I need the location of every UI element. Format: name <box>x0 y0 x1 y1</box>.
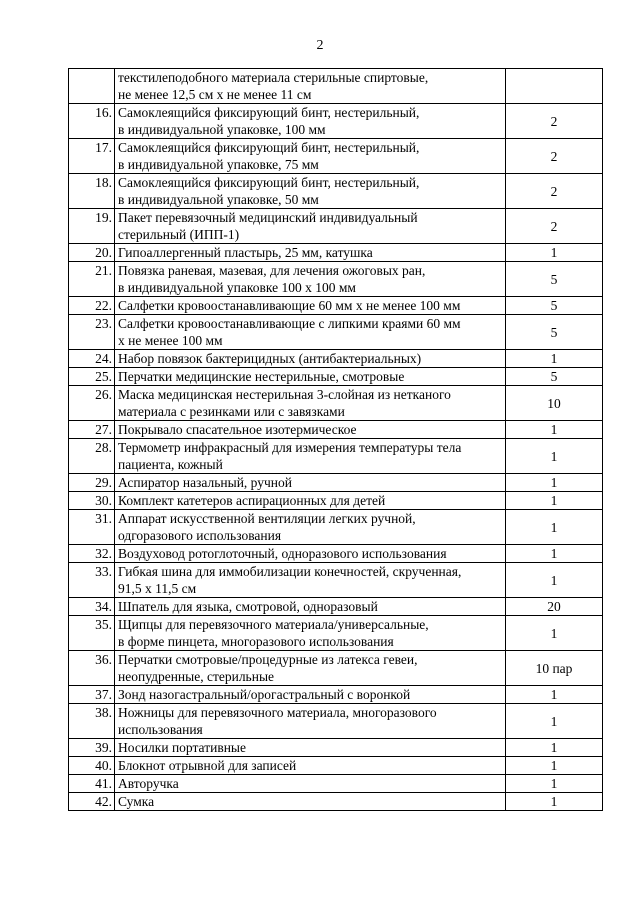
row-number: 32. <box>69 545 115 563</box>
row-number: 17. <box>69 139 115 174</box>
item-name <box>115 104 506 139</box>
item-name-line: в индивидуальной упаковке, 100 мм <box>118 122 326 137</box>
row-number: 22. <box>69 297 115 315</box>
item-name <box>115 651 506 686</box>
item-quantity: 1 <box>506 793 603 811</box>
table-row <box>69 262 603 297</box>
item-name-line: Аспиратор назальный, ручной <box>118 475 292 490</box>
row-number: 29. <box>69 474 115 492</box>
item-quantity: 2 <box>506 209 603 244</box>
item-quantity: 5 <box>506 297 603 315</box>
item-name-line: Покрывало спасательное изотермическое <box>118 422 357 437</box>
item-quantity: 1 <box>506 686 603 704</box>
item-quantity: 1 <box>506 704 603 739</box>
row-number <box>69 69 115 104</box>
item-name-line: Перчатки смотровые/процедурные из латекса гевеи, <box>118 652 418 667</box>
table-row <box>69 474 603 492</box>
item-name-line: в форме пинцета, многоразового использования <box>118 634 394 649</box>
item-name <box>115 262 506 297</box>
item-name-line: Воздуховод ротоглоточный, одноразового использования <box>118 546 447 561</box>
item-name <box>115 775 506 793</box>
item-name <box>115 69 506 104</box>
item-name <box>115 492 506 510</box>
item-name <box>115 686 506 704</box>
item-quantity: 1 <box>506 350 603 368</box>
row-number: 40. <box>69 757 115 775</box>
item-quantity: 1 <box>506 616 603 651</box>
item-name-line: Маска медицинская нестерильная 3-слойная из нетканого <box>118 387 451 402</box>
row-number: 34. <box>69 598 115 616</box>
equipment-table <box>68 68 603 811</box>
table-row <box>69 244 603 262</box>
item-name-line: Шпатель для языка, смотровой, одноразовый <box>118 599 378 614</box>
row-number: 23. <box>69 315 115 350</box>
item-name-line: неопудренные, стерильные <box>118 669 275 684</box>
table-row <box>69 563 603 598</box>
item-name-line: Самоклеящийся фиксирующий бинт, нестерильный, <box>118 175 420 190</box>
item-name-line: Щипцы для перевязочного материала/универсальные, <box>118 617 429 632</box>
table-row <box>69 492 603 510</box>
item-quantity <box>506 69 603 104</box>
item-name-line: пациента, кожный <box>118 457 223 472</box>
row-number: 19. <box>69 209 115 244</box>
item-name <box>115 439 506 474</box>
row-number: 24. <box>69 350 115 368</box>
item-quantity: 20 <box>506 598 603 616</box>
item-name-line: Набор повязок бактерицидных (антибактериальных) <box>118 351 422 366</box>
row-number: 27. <box>69 421 115 439</box>
table-row <box>69 775 603 793</box>
item-name <box>115 315 506 350</box>
table-row <box>69 651 603 686</box>
table-row <box>69 793 603 811</box>
item-name <box>115 297 506 315</box>
item-name-line: материала с резинками или с завязками <box>118 404 345 419</box>
item-name <box>115 510 506 545</box>
item-quantity: 1 <box>506 474 603 492</box>
table-row <box>69 368 603 386</box>
item-name <box>115 386 506 421</box>
table-row <box>69 545 603 563</box>
item-quantity: 1 <box>506 775 603 793</box>
item-quantity: 1 <box>506 492 603 510</box>
item-name <box>115 563 506 598</box>
table-row <box>69 739 603 757</box>
row-number: 35. <box>69 616 115 651</box>
row-number: 26. <box>69 386 115 421</box>
table-row <box>69 350 603 368</box>
item-quantity: 1 <box>506 757 603 775</box>
table-row <box>69 510 603 545</box>
table-row <box>69 297 603 315</box>
table-row <box>69 315 603 350</box>
item-quantity: 1 <box>506 563 603 598</box>
item-name <box>115 350 506 368</box>
item-name-line: текстилеподобного материала стерильные спиртовые, <box>118 70 429 85</box>
item-name <box>115 598 506 616</box>
table-row <box>69 439 603 474</box>
row-number: 30. <box>69 492 115 510</box>
item-name <box>115 704 506 739</box>
item-name <box>115 545 506 563</box>
table-row <box>69 598 603 616</box>
item-name <box>115 174 506 209</box>
item-name-line: Комплект катетеров аспирационных для детей <box>118 493 386 508</box>
item-quantity: 5 <box>506 315 603 350</box>
row-number: 36. <box>69 651 115 686</box>
item-name-line: Повязка раневая, мазевая, для лечения ожоговых ран, <box>118 263 426 278</box>
item-quantity: 2 <box>506 139 603 174</box>
row-number: 18. <box>69 174 115 209</box>
table-row <box>69 616 603 651</box>
item-quantity: 2 <box>506 104 603 139</box>
table-row <box>69 686 603 704</box>
item-name-line: Салфетки кровоостанавливающие 60 мм х не менее 100 мм <box>118 298 461 313</box>
item-quantity: 10 пар <box>506 651 603 686</box>
item-name-line: использования <box>118 722 203 737</box>
item-name <box>115 739 506 757</box>
row-number: 37. <box>69 686 115 704</box>
item-quantity: 1 <box>506 244 603 262</box>
item-quantity: 10 <box>506 386 603 421</box>
row-number: 28. <box>69 439 115 474</box>
page-number: 2 <box>316 38 324 53</box>
row-number: 42. <box>69 793 115 811</box>
item-name-line: Зонд назогастральный/орогастральный с воронкой <box>118 687 411 702</box>
item-quantity: 1 <box>506 739 603 757</box>
item-quantity: 5 <box>506 368 603 386</box>
row-number: 20. <box>69 244 115 262</box>
item-name-line: не менее 12,5 см х не менее 11 см <box>118 87 312 102</box>
item-quantity: 1 <box>506 421 603 439</box>
table-row <box>69 757 603 775</box>
table-body <box>69 69 603 811</box>
row-number: 16. <box>69 104 115 139</box>
item-name-line: Термометр инфракрасный для измерения температуры тела <box>118 440 462 455</box>
table-row <box>69 139 603 174</box>
item-name-line: Аппарат искусственной вентиляции легких ручной, <box>118 511 416 526</box>
row-number: 38. <box>69 704 115 739</box>
item-name <box>115 368 506 386</box>
table-row <box>69 421 603 439</box>
item-name <box>115 421 506 439</box>
item-name <box>115 139 506 174</box>
item-name-line: Сумка <box>118 794 155 809</box>
item-name-line: Салфетки кровоостанавливающие с липкими краями 60 мм <box>118 316 461 331</box>
item-name-line: Перчатки медицинские нестерильные, смотровые <box>118 369 405 384</box>
table-row <box>69 104 603 139</box>
item-quantity: 1 <box>506 545 603 563</box>
item-name-line: х не менее 100 мм <box>118 333 223 348</box>
item-name <box>115 616 506 651</box>
row-number: 41. <box>69 775 115 793</box>
item-name <box>115 474 506 492</box>
table-row <box>69 209 603 244</box>
item-name <box>115 793 506 811</box>
item-name-line: в индивидуальной упаковке, 50 мм <box>118 192 319 207</box>
item-name-line: Носилки портативные <box>118 740 246 755</box>
item-name-line: одгоразового использования <box>118 528 282 543</box>
row-number: 21. <box>69 262 115 297</box>
item-quantity: 2 <box>506 174 603 209</box>
table-row <box>69 386 603 421</box>
item-name-line: стерильный (ИПП-1) <box>118 227 240 242</box>
item-name-line: в индивидуальной упаковке, 75 мм <box>118 157 319 172</box>
item-name <box>115 757 506 775</box>
item-name-line: в индивидуальной упаковке 100 х 100 мм <box>118 280 356 295</box>
row-number: 31. <box>69 510 115 545</box>
item-name-line: Ножницы для перевязочного материала, многоразового <box>118 705 437 720</box>
table-row <box>69 704 603 739</box>
table-row <box>69 174 603 209</box>
item-name-line: Гипоаллергенный пластырь, 25 мм, катушка <box>118 245 373 260</box>
item-name-line: Авторучка <box>118 776 179 791</box>
item-name <box>115 209 506 244</box>
item-name <box>115 244 506 262</box>
item-name-line: Самоклеящийся фиксирующий бинт, нестерильный, <box>118 105 420 120</box>
item-name-line: Пакет перевязочный медицинский индивидуальный <box>118 210 418 225</box>
item-name-line: Блокнот отрывной для записей <box>118 758 297 773</box>
table-row <box>69 69 603 104</box>
item-name-line: Самоклеящийся фиксирующий бинт, нестерильный, <box>118 140 420 155</box>
row-number: 39. <box>69 739 115 757</box>
item-name-line: Гибкая шина для иммобилизации конечностей, скрученная, <box>118 564 462 579</box>
item-quantity: 1 <box>506 439 603 474</box>
item-quantity: 5 <box>506 262 603 297</box>
item-quantity: 1 <box>506 510 603 545</box>
row-number: 33. <box>69 563 115 598</box>
item-name-line: 91,5 х 11,5 см <box>118 581 197 596</box>
row-number: 25. <box>69 368 115 386</box>
